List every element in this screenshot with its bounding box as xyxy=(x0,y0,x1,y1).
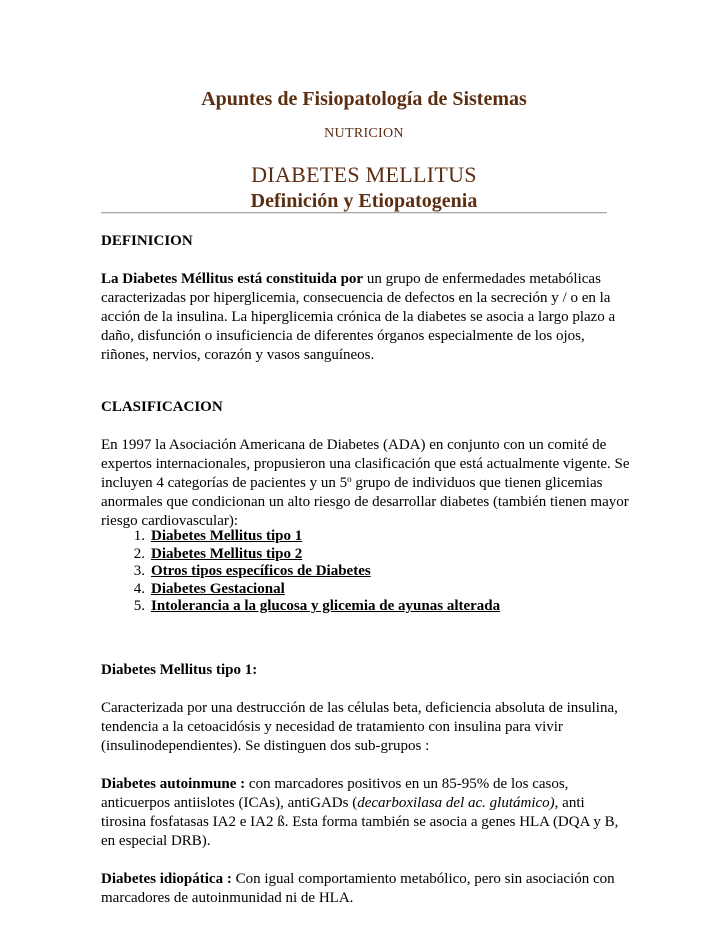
autoinmune-italic: decarboxilasa del ac. glutámico) xyxy=(357,795,555,811)
list-link-intolerancia[interactable]: Intolerancia a la glucosa y glicemia de ayunas alterada xyxy=(151,598,501,614)
clasificacion-intro-a: En 1997 la Asociación Americana de Diabetes (ADA) en conjunto con un comité de expertos internacionales, propusieron una clasificación que está actualmente vigente. Se incluyen 4 categorías de pacientes y un 5 xyxy=(101,437,630,491)
list-number: 5. xyxy=(133,598,145,614)
autoinmune-text-a: con marcadores positivos en un 85-95% de los casos, anticuerpos antiislotes (ICAs), antiGADs ( xyxy=(101,776,569,811)
document-subtitle: Definición y Etiopatogenia xyxy=(250,190,478,212)
definicion-paragraph xyxy=(101,270,631,365)
idiopatica-label: Diabetes idiopática : xyxy=(101,871,232,887)
list-item xyxy=(101,598,621,616)
tipo1-intro: Caracterizada por una destrucción de las células beta, deficiencia absoluta de insulina, tendencia a la cetoacidósis y necesidad de tratamiento con insulina para vivir (insulinodependientes). Se distinguen dos sub-grupos : xyxy=(101,700,618,754)
ordinal-superscript: o xyxy=(347,474,352,484)
list-number: 2. xyxy=(133,545,145,562)
definicion-lead: La Diabetes Méllitus está constituida por xyxy=(101,271,364,287)
list-item xyxy=(101,581,621,599)
clasificacion-list xyxy=(101,528,621,616)
list-number: 1. xyxy=(133,528,145,544)
section-label: NUTRICION xyxy=(324,126,404,141)
list-link-tipo2[interactable]: Diabetes Mellitus tipo 2 xyxy=(151,545,303,562)
tipo1-section xyxy=(101,661,631,908)
definicion-body: un grupo de enfermedades metabólicas caracterizadas por hiperglicemia, consecuencia de defectos en la secreción y / o en la acción de la insulina. La hiperglicemia crónica de la diabetes se asocia a largo plazo a daño, disfunción o insuficiencia de diferentes órganos especialmente de los ojos, riñones, nervios, corazón y vasos sanguíneos. xyxy=(101,271,616,363)
clasificacion-intro xyxy=(101,436,631,531)
document-title: DIABETES MELLITUS xyxy=(251,162,477,187)
list-link-otros[interactable]: Otros tipos específicos de Diabetes xyxy=(151,563,371,579)
list-link-gestacional[interactable]: Diabetes Gestacional xyxy=(151,580,285,597)
idiopatica-text: Con igual comportamiento metabólico, pero sin asociación con marcadores de autoinmunidad ni de HLA. xyxy=(101,871,615,906)
title-divider xyxy=(101,212,607,214)
clasificacion-intro-b: grupo de individuos que tienen glicemias anormales que condicionan un alto riesgo de desarrollar diabetes (también tienen mayor riesgo cardiovascular): xyxy=(101,475,629,529)
autoinmune-label: Diabetes autoinmune : xyxy=(101,776,246,792)
clasificacion-heading: CLASIFICACION xyxy=(101,399,223,415)
autoinmune-text-b: , anti tirosina fosfatasas IA2 e IA2 ß. Esta forma también se asocia a genes HLA (DQA y B, en especial DRB). xyxy=(101,795,619,849)
list-item xyxy=(101,546,621,564)
idiopatica-paragraph xyxy=(101,870,631,908)
definicion-section xyxy=(101,232,631,365)
series-title: Apuntes de Fisiopatología de Sistemas xyxy=(201,88,527,110)
clasificacion-section xyxy=(101,398,631,531)
list-link-tipo1[interactable]: Diabetes Mellitus tipo 1 xyxy=(151,528,303,544)
list-number: 4. xyxy=(133,580,145,597)
list-item xyxy=(101,528,621,546)
tipo1-heading: Diabetes Mellitus tipo 1: xyxy=(101,662,258,678)
list-number: 3. xyxy=(133,563,145,579)
list-item xyxy=(101,563,621,581)
definicion-heading: DEFINICION xyxy=(101,233,193,249)
autoinmune-paragraph xyxy=(101,775,631,851)
